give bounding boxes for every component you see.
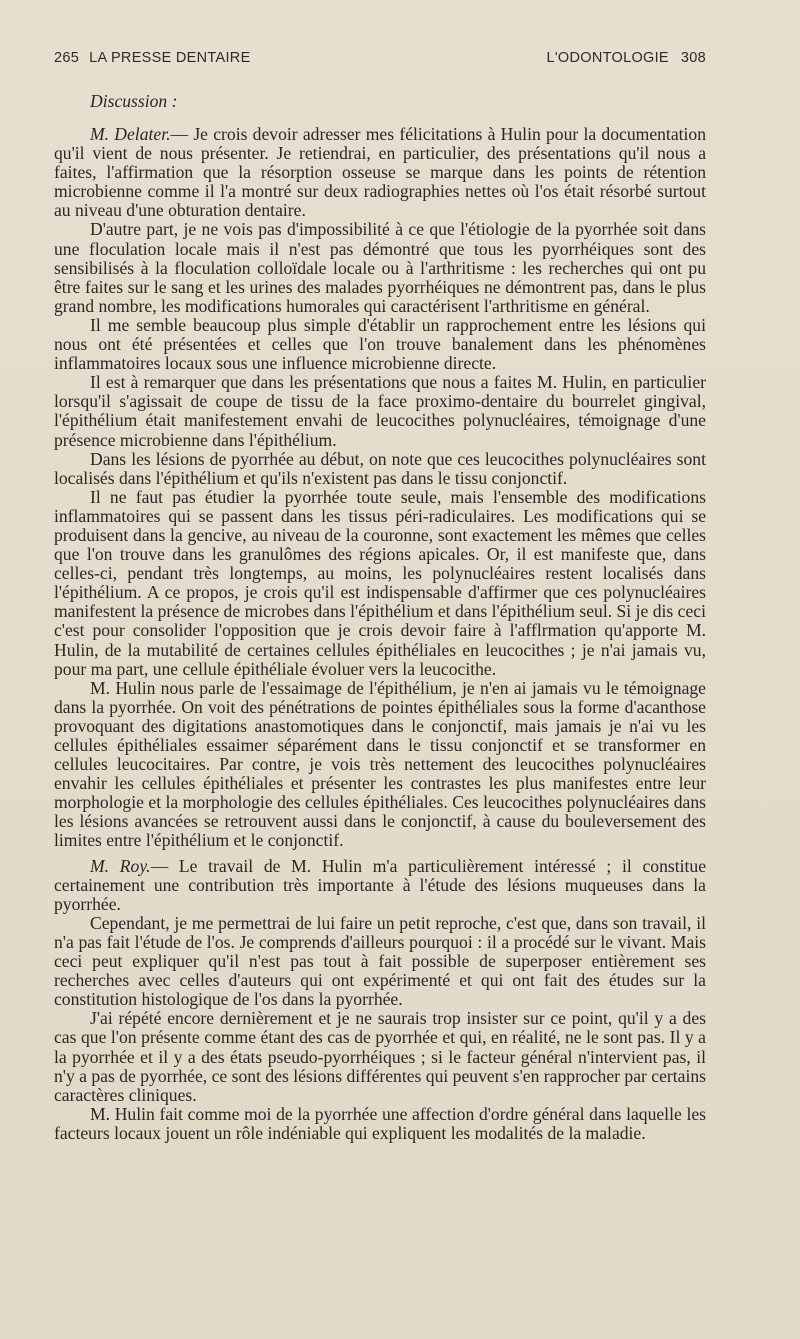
section-title: Discussion : xyxy=(90,91,178,111)
paragraph-delater-5 xyxy=(54,450,706,488)
paragraph-roy-3 xyxy=(54,1009,706,1104)
paragraph-text: D'autre part, je ne vois pas d'impossibilité à ce que l'étiologie de la pyorrhée soit dans une floculation locale mais il n'est pas démontré que tous les pyorrhéiques sont des sensibilisés à la floculation colloïdale locale ou à l'arthritisme : les recherches qui ont pu être faites sur le sang et les urines des malades pyorrhéiques ne démontrent pas, dans le plus grand nombre, les modifications humorales qui caractérisent l'arthritisme en général. xyxy=(54,219,706,316)
speaker-name: M. Delater. xyxy=(90,124,171,144)
paragraph-delater-6 xyxy=(54,488,706,679)
header-right xyxy=(546,50,706,66)
paragraph-roy-4 xyxy=(54,1105,706,1143)
right-journal-name: L'ODONTOLOGIE xyxy=(546,50,669,66)
paragraph-delater-1 xyxy=(54,125,706,220)
paragraph-text: Il ne faut pas étudier la pyorrhée toute seule, mais l'ensemble des modifications inflammatoires qui se passent dans les tissus péri-radiculaires. Les modifications qui se produisent dans la gencive, au niveau de la couronne, sont exactement les mêmes que celles que l'on trouve dans les granulômes des régions apicales. Or, il est manifeste que, dans celles-ci, pendant très longtemps, au moins, les polynucléaires restent localisés dans l'épithélium. A ce propos, je crois qu'il est indispensable d'affirmer que ces polynucléaires manifestent la présence de microbes dans l'épithélium et dans l'épithélium seul. Si je dis ceci c'est pour consolider l'opposition que je crois devoir faire à l'afflrmation qu'apporte M. Hulin, de la mutabilité de certaines cellules épithéliales en leucocithes ; je n'ai jamais vu, pour ma part, une cellule épithéliale évoluer vers la leucocithe. xyxy=(54,486,706,679)
paragraph-roy-1 xyxy=(54,857,706,914)
article-body xyxy=(54,92,706,1143)
right-page-number: 308 xyxy=(680,50,706,66)
paragraph-text: Dans les lésions de pyorrhée au début, on note que ces leucocithes polynucléaires sont localisés dans l'épithélium et qu'ils n'existent pas dans le tissu conjonctif. xyxy=(54,448,706,488)
paragraph-text: J'ai répété encore dernièrement et je ne saurais trop insister sur ce point, qu'il y a des cas que l'on présente comme étant des cas de pyorrhée et qui, en réalité, ne le sont pas. Il y a la pyorrhée et il y a des états pseudo-pyorrhéiques ; si le facteur général n'intervient pas, il n'y a pas de pyorrhée, ce sont des lésions différentes qui peuvent s'en rapprocher par certains caractères cliniques. xyxy=(54,1008,706,1105)
paragraph-text: M. Hulin nous parle de l'essaimage de l'épithélium, je n'en ai jamais vu le témoignage dans la pyorrhée. On voit des pénétrations de pointes épithéliales sous la forme d'acanthose provoquant des digitations anastomotiques dans le conjonctif, mais jamais je n'ai vu les cellules épithéliales essaimer séparément dans le tissu conjonctif et se transformer en cellules leucocitaires. Par contre, je vois très nettement des leucocithes polynucléaires envahir les cellules épithéliales et présenter les contrastes les plus manifestes entre leur morphologie et la morphologie des cellules épithéliales. Ces leucocithes polynucléaires dans les lésions avancées se retrouvent aussi dans le conjonctif, à cause du bouleversement des limites entre l'épithélium et le conjonctif. xyxy=(54,677,706,851)
running-header xyxy=(54,50,706,72)
paragraph-text: M. Hulin fait comme moi de la pyorrhée une affection d'ordre général dans laquelle les facteurs locaux jouent un rôle indéniable qui expliquent les modalités de la maladie. xyxy=(54,1103,706,1143)
paragraph-delater-4 xyxy=(54,373,706,449)
header-left xyxy=(54,50,251,66)
paragraph-text: Il me semble beaucoup plus simple d'établir un rapprochement entre les lésions qui nous ont été présentées et celles que l'on trouve banalement dans les phénomènes inflammatoires locaux sous une influence microbienne directe. xyxy=(54,314,706,374)
paragraph-text: Il est à remarquer que dans les présentations que nous a faites M. Hulin, en particulier lorsqu'il s'agissait de coupe de tissu de la face proximo-dentaire du bourrelet gingival, l'épithélium était manifestement envahi de leucocithes polynucléaires, témoignage d'une présence microbienne dans l'épithélium. xyxy=(54,372,706,450)
paragraph-delater-3 xyxy=(54,316,706,373)
paragraph-roy-2 xyxy=(54,914,706,1009)
paragraph-text: — Le travail de M. Hulin m'a particulièrement intéressé ; il constitue certainement une contribution très importante à l'étude des lésions muqueuses dans la pyorrhée. xyxy=(54,855,707,914)
speaker-name: M. Roy. xyxy=(90,855,151,876)
paragraph-delater-2 xyxy=(54,220,706,315)
left-page-number: 265 xyxy=(54,50,80,66)
paragraph-text: — Je crois devoir adresser mes félicitations à Hulin pour la documentation qu'il vient de nous présenter. Je retiendrai, en particulier, des présentations qu'il nous a faites, l'affirmation que la résorption osseuse se marque dans les points de rétention microbienne comme il l'a montré sur deux radiographies nettes où l'os était résorbé surtout au niveau d'une obturation dentaire. xyxy=(54,124,706,221)
left-journal-name: LA PRESSE DENTAIRE xyxy=(89,50,251,66)
paragraph-delater-7 xyxy=(54,679,706,851)
paragraph-text: Cependant, je me permettrai de lui faire un petit reproche, c'est que, dans son travail, il n'a pas fait l'étude de l'os. Je comprends d'ailleurs pourquoi : il a procédé sur le vivant. Mais ceci peut expliquer qu'il n'est pas tout à fait possible de superposer entièrement ses recherches avec celles d'auteurs qui ont expérimenté et qui ont fait des études sur la constitution histologique de l'os dans la pyorrhée. xyxy=(54,912,706,1010)
